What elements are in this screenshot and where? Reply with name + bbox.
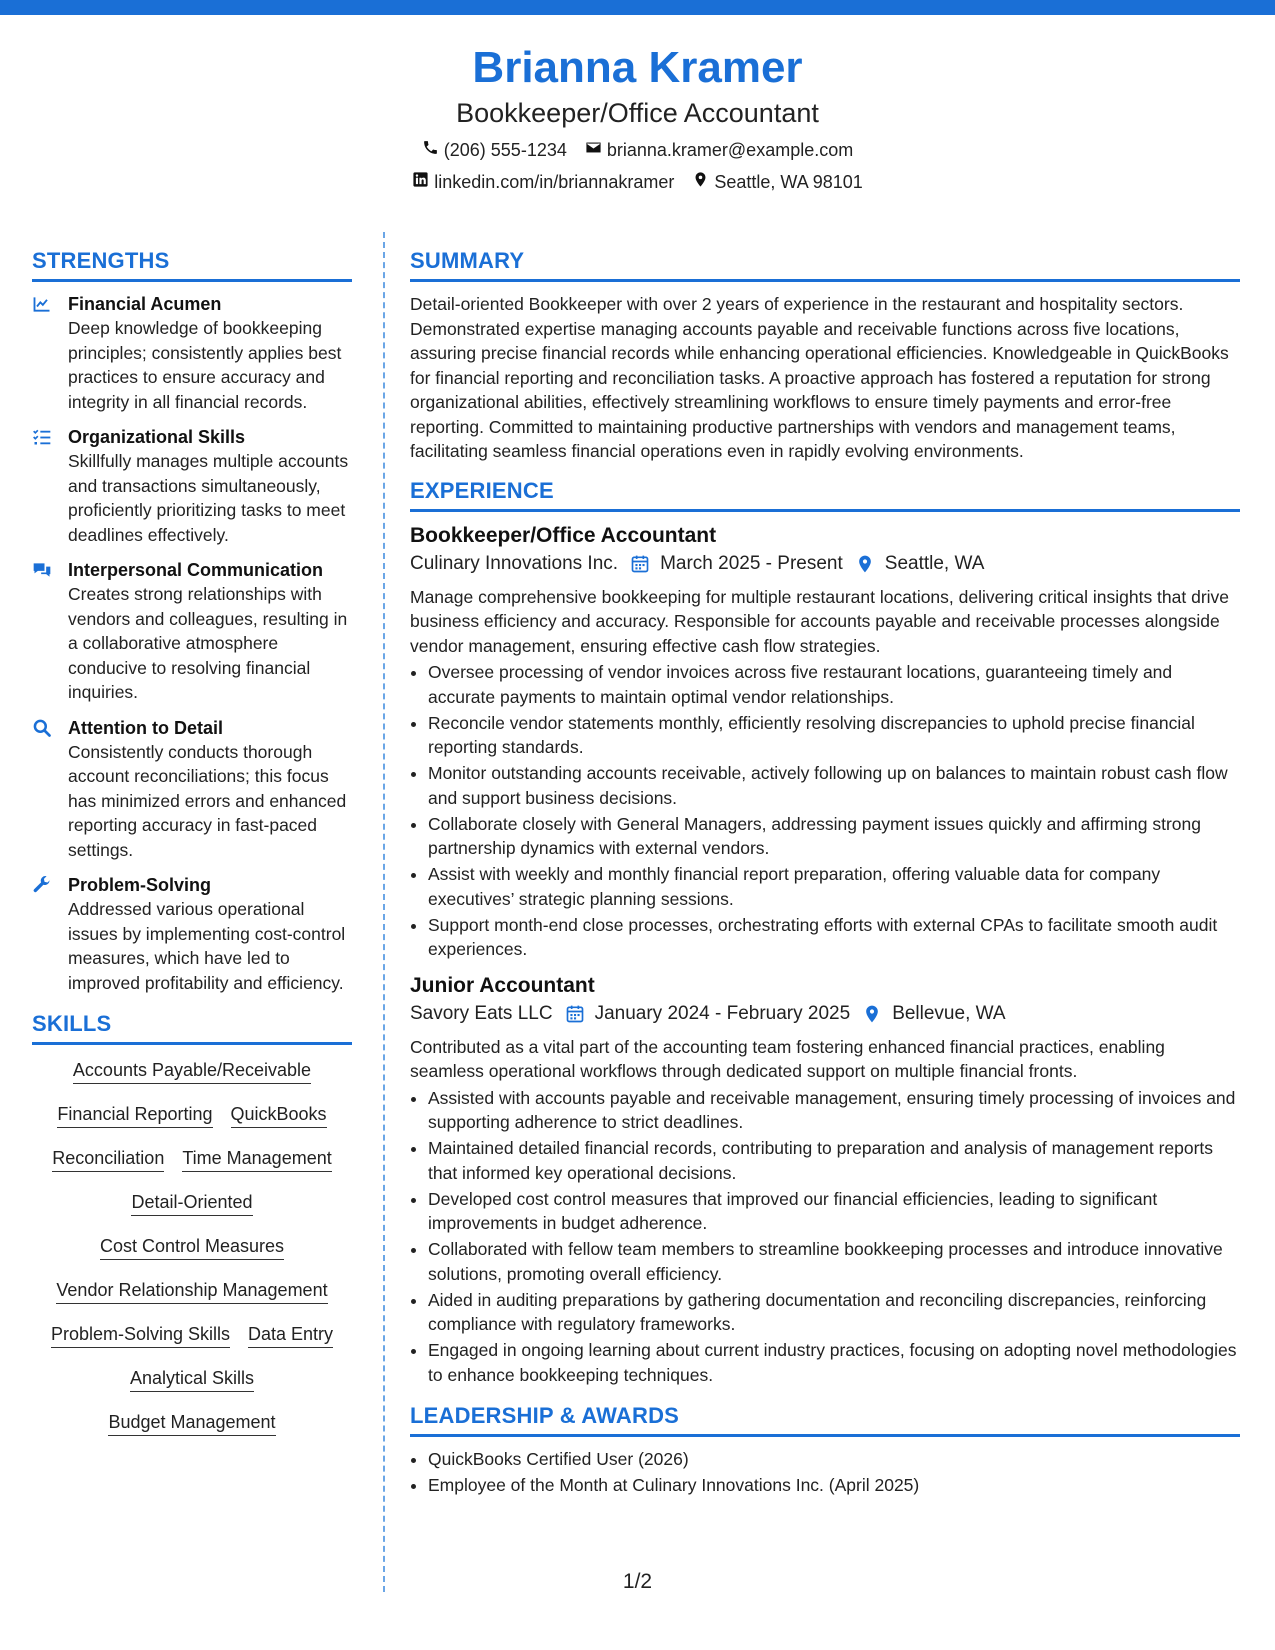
job-bullets xyxy=(410,1086,1240,1388)
leadership-list xyxy=(410,1447,1240,1498)
skill-row xyxy=(32,1191,352,1216)
skill-tag: Accounts Payable/Receivable xyxy=(73,1059,311,1084)
job-location: Bellevue, WA xyxy=(892,1002,1006,1024)
list-item: • Assisted with accounts payable and receivable management, ensuring timely processing of invoices and supporting adherence to strict deadlines. xyxy=(428,1086,1240,1135)
strength-desc: Consistently conducts thorough account reconciliations; this focus has minimized errors and enhanced reporting accuracy in fast-paced settings. xyxy=(68,741,347,860)
contact-row-1 xyxy=(0,138,1275,162)
list-item: • Support month-end close processes, orchestrating efforts with external CPAs to facilitate smooth audit experiences. xyxy=(428,913,1240,962)
list-check-icon xyxy=(32,425,54,547)
job-bullets xyxy=(410,660,1240,962)
skill-tag: Data Entry xyxy=(248,1323,333,1348)
job-dates: March 2025 - Present xyxy=(660,552,843,574)
linkedin-contact xyxy=(412,170,674,194)
job-location: Seattle, WA xyxy=(884,552,985,574)
calendar-icon xyxy=(630,554,650,574)
skills-heading: SKILLS xyxy=(32,1011,352,1045)
strength-title: Interpersonal Communication xyxy=(68,560,324,580)
map-pin-icon xyxy=(862,1004,882,1024)
calendar-icon xyxy=(565,1004,585,1024)
strength-desc: Skillfully manages multiple accounts and transactions simultaneously, proficiently prioritizing tasks to meet deadlines effectively. xyxy=(68,451,349,545)
skill-tag: Analytical Skills xyxy=(130,1367,254,1392)
summary-text: Detail-oriented Bookkeeper with over 2 years of experience in the restaurant and hospitality sectors. Demonstrated expertise managing accounts payable and receivable functions across five locations, assuring precise financial records while enhancing operational efficiencies. Knowledgeable in QuickBooks for financial reporting and reconciliation tasks. A proactive approach has fostered a reputation for strong organizational abilities, effectively streamlining workflows to ensure timely payments and error-free reporting. Committed to maintaining productive partnerships with vendors and management teams, facilitating seamless financial operations even in rapidly evolving environments. xyxy=(410,294,1229,461)
wrench-icon xyxy=(32,873,54,995)
job-company: Savory Eats LLC xyxy=(410,1002,553,1024)
top-accent-bar xyxy=(0,0,1275,15)
left-column xyxy=(32,248,352,1455)
strength-title: Attention to Detail xyxy=(68,717,223,738)
skill-tag: Cost Control Measures xyxy=(100,1235,284,1260)
location-text: Seattle, WA 98101 xyxy=(714,172,863,192)
phone-icon xyxy=(422,138,439,162)
summary-heading: SUMMARY xyxy=(410,248,1240,282)
list-item: • Maintained detailed financial records, contributing to preparation and analysis of management reports that informed key operational decisions. xyxy=(428,1136,1240,1185)
skill-tag: Problem-Solving Skills xyxy=(51,1323,230,1348)
candidate-role: Bookkeeper/Office Accountant xyxy=(456,98,819,128)
candidate-name: Brianna Kramer xyxy=(472,43,803,92)
list-item: • Collaborate closely with General Managers, addressing payment issues quickly and affirming strong partnership dynamics with external vendors. xyxy=(428,812,1240,861)
skill-tag: Time Management xyxy=(182,1147,331,1172)
skill-row xyxy=(32,1147,352,1172)
list-item: • Employee of the Month at Culinary Innovations Inc. (April 2025) xyxy=(428,1473,1240,1498)
skill-row xyxy=(32,1279,352,1304)
skill-row xyxy=(32,1411,352,1436)
strength-desc: Deep knowledge of bookkeeping principles; consistently applies best practices to ensure accuracy and integrity in all financial records. xyxy=(68,318,342,412)
list-item: • Aided in auditing preparations by gathering documentation and reconciling discrepancies, reinforcing compliance with regulatory frameworks. xyxy=(428,1288,1240,1337)
job-title: Junior Accountant xyxy=(410,973,595,997)
skill-tag: Vendor Relationship Management xyxy=(56,1279,327,1304)
job-meta xyxy=(410,549,1240,579)
location-contact xyxy=(692,170,862,194)
strength-title: Organizational Skills xyxy=(68,427,246,447)
skill-tag: Detail-Oriented xyxy=(131,1191,252,1216)
skill-tag: Financial Reporting xyxy=(57,1103,212,1128)
list-item: • Assist with weekly and monthly financial report preparation, offering valuable data for company executives’ strategic planning sessions. xyxy=(428,862,1240,911)
list-item: • Reconcile vendor statements monthly, efficiently resolving discrepancies to uphold precise financial reporting standards. xyxy=(428,711,1240,760)
job-entry xyxy=(410,972,1240,1388)
job-meta xyxy=(410,999,1240,1029)
envelope-icon xyxy=(585,138,602,162)
list-item: • QuickBooks Certified User (2026) xyxy=(428,1447,1240,1472)
skill-row xyxy=(32,1103,352,1128)
column-divider xyxy=(383,232,385,1592)
experience-heading: EXPERIENCE xyxy=(410,478,1240,512)
job-description: Manage comprehensive bookkeeping for multiple restaurant locations, delivering critical insights that drive business efficiency and accuracy. Responsible for accounts payable and receivable processes alongside vendor management, ensuring effective cash flow strategies. xyxy=(410,586,1230,656)
email-text[interactable]: brianna.kramer@example.com xyxy=(606,140,854,160)
phone-text[interactable]: (206) 555-1234 xyxy=(443,140,567,160)
job-company: Culinary Innovations Inc. xyxy=(410,552,619,574)
skill-tag: QuickBooks xyxy=(231,1103,327,1128)
email-contact xyxy=(585,138,853,162)
resume-header xyxy=(0,42,1275,194)
chat-bubbles-icon xyxy=(32,558,54,705)
strength-title: Problem-Solving xyxy=(68,875,212,895)
list-item: • Engaged in ongoing learning about current industry practices, focusing on adopting novel methodologies to enhance bookkeeping techniques. xyxy=(428,1338,1240,1387)
skills-section xyxy=(32,1011,352,1436)
skill-row xyxy=(32,1059,352,1084)
strength-item xyxy=(32,425,352,547)
map-pin-icon xyxy=(692,170,709,194)
page-number: 1/2 xyxy=(622,1570,653,1593)
strength-item xyxy=(32,558,352,705)
list-item: • Oversee processing of vendor invoices across five restaurant locations, guaranteeing timely and accurate payments to maintain optimal vendor relationships. xyxy=(428,660,1240,709)
strength-item xyxy=(32,873,352,995)
leadership-heading: LEADERSHIP & AWARDS xyxy=(410,1403,1240,1437)
phone-contact xyxy=(422,138,567,162)
strength-title: Financial Acumen xyxy=(68,294,222,314)
strength-desc: Addressed various operational issues by implementing cost-control measures, which have led to improved profitability and efficiency. xyxy=(68,899,346,993)
leadership-section xyxy=(410,1403,1240,1498)
linkedin-text[interactable]: linkedin.com/in/briannakramer xyxy=(434,172,675,192)
job-entry xyxy=(410,522,1240,962)
strength-item xyxy=(32,292,352,414)
skill-row xyxy=(32,1235,352,1260)
strength-desc: Creates strong relationships with vendors and colleagues, resulting in a collaborative atmosphere conducive to resolving financial inquiries. xyxy=(68,584,348,702)
chart-line-icon xyxy=(32,292,54,414)
job-description: Contributed as a vital part of the accounting team fostering enhanced financial practices, enabling seamless operational workflows through dedicated support on multiple financial fronts. xyxy=(410,1036,1165,1081)
job-title: Bookkeeper/Office Accountant xyxy=(410,523,717,547)
list-item: • Developed cost control measures that improved our financial efficiencies, leading to significant improvements in budget adherence. xyxy=(428,1187,1240,1236)
skill-tag: Budget Management xyxy=(108,1411,275,1436)
contact-row-2 xyxy=(0,170,1275,194)
strength-item xyxy=(32,716,352,863)
skill-tag: Reconciliation xyxy=(52,1147,164,1172)
linkedin-icon xyxy=(412,170,429,194)
list-item: • Collaborated with fellow team members to streamline bookkeeping processes and introduce innovative solutions, promoting overall efficiency. xyxy=(428,1237,1240,1286)
job-dates: January 2024 - February 2025 xyxy=(594,1002,851,1024)
skill-row xyxy=(32,1323,352,1348)
list-item: • Monitor outstanding accounts receivable, actively following up on balances to maintain robust cash flow and support business decisions. xyxy=(428,761,1240,810)
skill-row xyxy=(32,1367,352,1392)
right-column xyxy=(410,248,1240,1508)
map-pin-icon xyxy=(855,554,875,574)
strengths-heading: STRENGTHS xyxy=(32,248,352,282)
magnifier-icon xyxy=(32,716,54,863)
